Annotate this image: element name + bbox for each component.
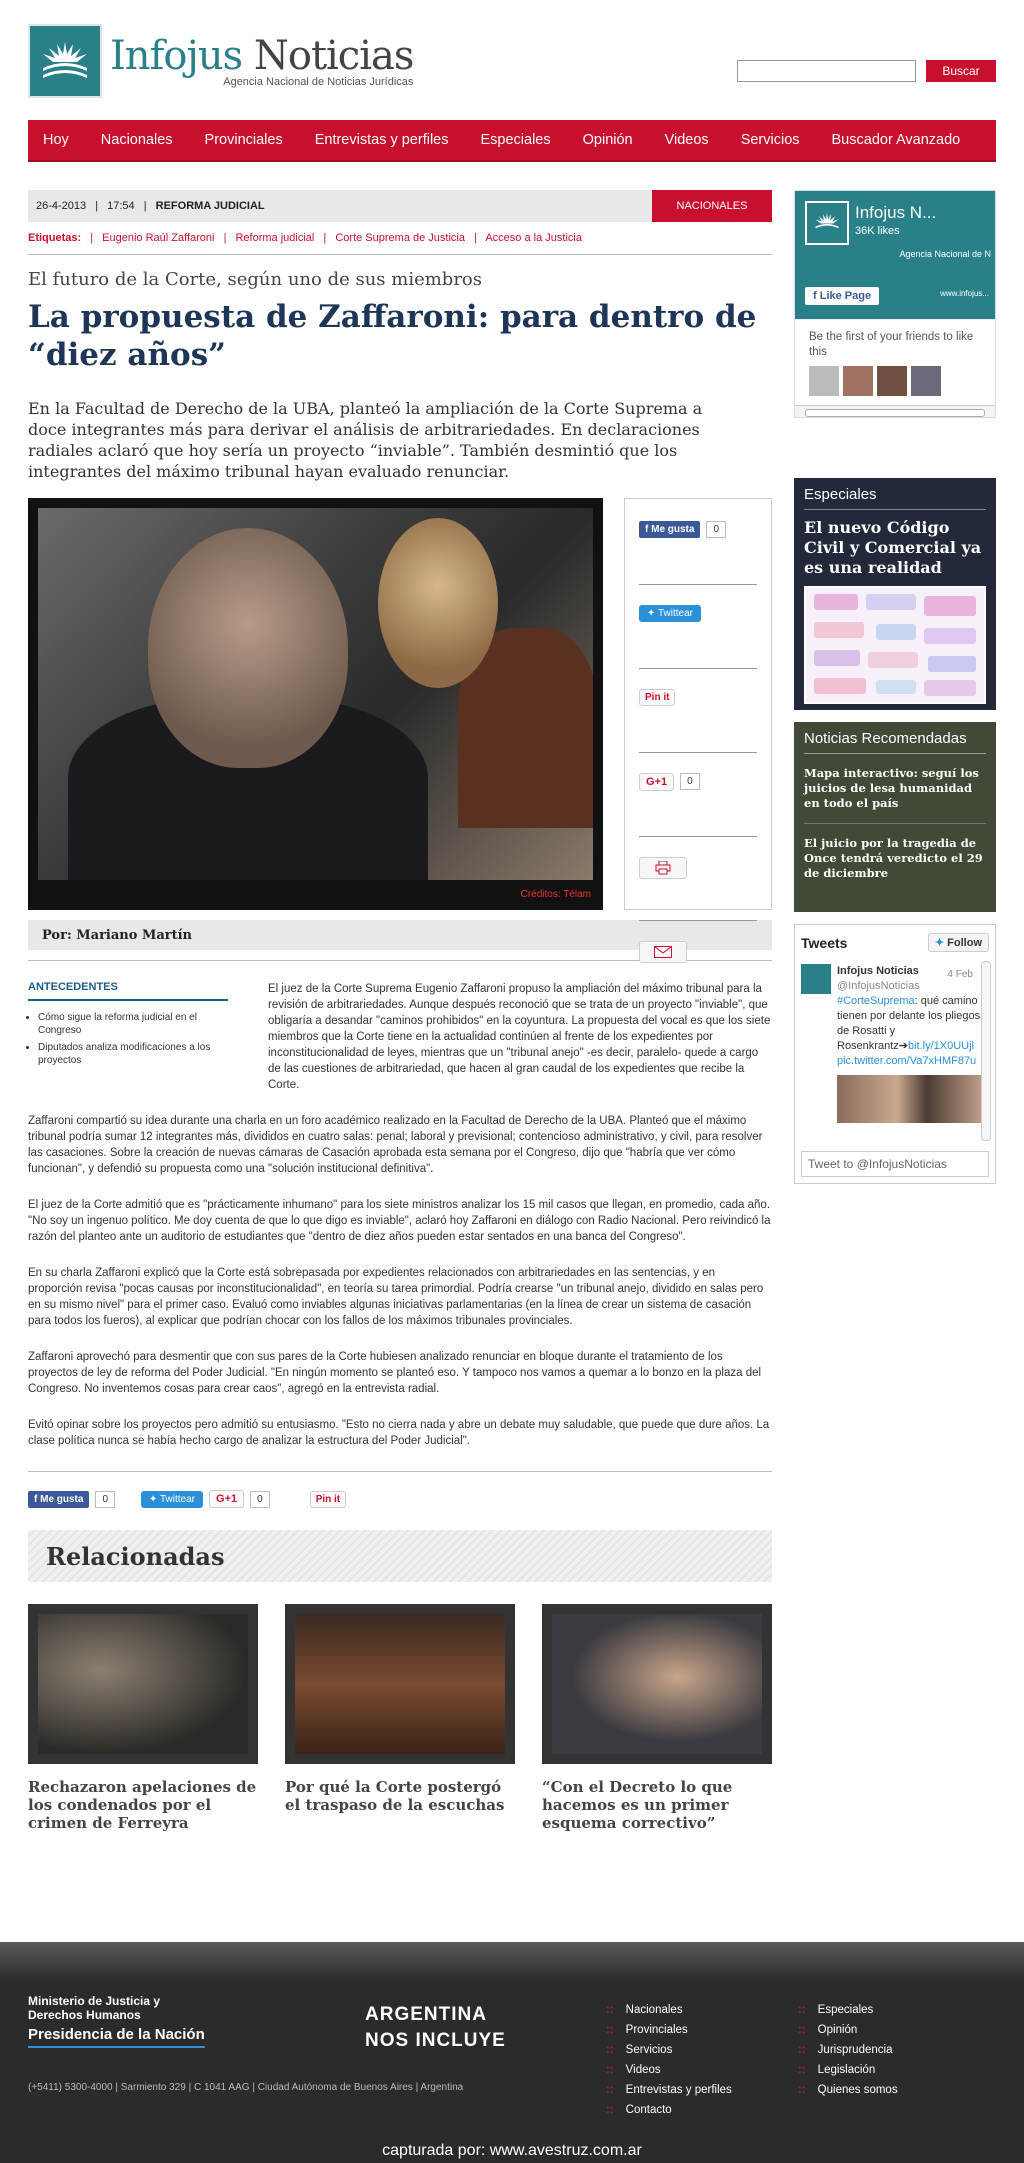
nav-item-entrevistas[interactable]: Entrevistas y perfiles <box>314 132 449 148</box>
related-item[interactable] <box>285 1604 515 1832</box>
related-image[interactable] <box>28 1604 258 1764</box>
nav-item-provinciales[interactable]: Provinciales <box>204 132 283 148</box>
tweet-label: Twittear <box>657 608 693 619</box>
main-nav <box>28 120 996 162</box>
recommended-title: Noticias Recomendadas <box>804 730 986 754</box>
twitter-bird-icon: ✦ <box>647 608 658 619</box>
site-logo[interactable] <box>28 24 413 98</box>
especiales-headline[interactable]: El nuevo Código Civil y Comercial ya es una realidad <box>804 518 982 577</box>
related-title[interactable]: Por qué la Corte postergó el traspaso de la escuchas <box>285 1778 505 1814</box>
article-lead: En la Facultad de Derecho de la UBA, planteó la ampliación de la Corte Suprema a doce integrantes más para derivar el análisis de arbitrariedades. En declaraciones radiales aclaró que hoy sería un proyecto “inviable”. También desmintió que los integrantes del máximo tribunal hayan evaluado renunciar. <box>28 399 703 481</box>
facebook-icon: f <box>34 1493 41 1505</box>
like-count: 0 <box>95 1491 115 1508</box>
google-plus-button[interactable]: G+1 <box>639 773 674 791</box>
tweets-scrollbar[interactable] <box>981 961 991 1141</box>
facebook-icon: f <box>813 290 820 302</box>
twitter-follow-button[interactable] <box>928 933 989 952</box>
photo-zaffaroni-image <box>38 508 593 880</box>
pinterest-button[interactable]: Pin it <box>639 689 675 706</box>
like-count: 0 <box>706 521 726 538</box>
logo-title-noticias: Noticias <box>253 33 414 79</box>
logo-subtitle: Agencia Nacional de Noticias Jurídicas <box>223 76 414 88</box>
especiales-box[interactable] <box>794 478 996 710</box>
fb-like-page-button[interactable] <box>805 287 879 305</box>
nav-item-especiales[interactable]: Especiales <box>480 132 551 148</box>
gplus-count: 0 <box>250 1491 270 1508</box>
site-footer <box>0 1942 1024 2163</box>
related-heading: Relacionadas <box>28 1530 772 1582</box>
twitter-bird-icon: ✦ <box>934 937 948 949</box>
tweet-hashtag[interactable]: #CorteSuprema <box>837 995 915 1007</box>
twitter-timeline-widget <box>794 924 996 1184</box>
search-input[interactable] <box>737 60 916 82</box>
tag-link[interactable]: Corte Suprema de Justicia <box>335 232 465 244</box>
article-paragraph: En su charla Zaffaroni explicó que la Corte está sobrepasada por expedientes relacionados con arbitrariedades en las sentencias, y en proporción revisa "pocas causas por inconstitucionalidad", en teoría su tarea primordial. Podría crearse "un tribunal anejo, dividido en salas pero en su mismo nivel" para el primer caso. Evaluó como inviables algunas iniciativas parlamentarias (en la línea de crear un sistema de casación para todos los fueros), al explicar que podrían chocar con los fallos de los máximos tribunales provinciales. <box>28 1267 764 1327</box>
tag-link[interactable]: Eugenio Raúl Zaffaroni <box>102 232 215 244</box>
photo-credit: Créditos: Télam <box>520 889 591 900</box>
tweet-item <box>801 964 989 1123</box>
related-item[interactable] <box>542 1604 772 1832</box>
article-byline: Por: Mariano Martín <box>28 920 772 950</box>
tweet-text: : qué camino tienen por delante los pliegos de Rosatti y Rosenkrantz➔ <box>837 995 981 1052</box>
antecedentes-box <box>28 981 228 1093</box>
facebook-like-button[interactable] <box>28 1491 89 1508</box>
related-item[interactable] <box>28 1604 258 1832</box>
capture-credit: capturada por: www.avestruz.com.ar <box>382 2142 642 2159</box>
pinterest-button[interactable]: Pin it <box>310 1491 346 1508</box>
fb-horizontal-scrollbar[interactable] <box>795 405 995 417</box>
footer-ministerio[interactable]: Ministerio de Justicia y Derechos Humanos <box>28 1994 161 2022</box>
email-icon[interactable] <box>639 941 687 963</box>
footer-link[interactable]: :: Servicios <box>606 2040 732 2060</box>
footer-argentina-logo[interactable]: ARGENTINA NOS INCLUYE <box>365 2004 506 2051</box>
logo-emblem-icon <box>28 24 102 98</box>
article-meta-bar: 26-4-2013 | 17:54 | REFORMA JUDICIAL NACIONALES <box>28 190 772 222</box>
tweet-button[interactable] <box>639 605 701 622</box>
tweet-button[interactable] <box>141 1491 203 1508</box>
tag-link[interactable]: Reforma judicial <box>235 232 315 244</box>
footer-links-col1 <box>606 2000 732 2120</box>
search-button[interactable]: Buscar <box>926 60 996 82</box>
facebook-page-widget <box>794 190 996 418</box>
especiales-image[interactable] <box>804 586 986 704</box>
footer-link[interactable]: :: Opinión <box>798 2020 898 2040</box>
footer-link[interactable]: :: Legislación <box>798 2060 898 2080</box>
logo-title-infojus: Infojus <box>110 33 243 79</box>
gplus-count: 0 <box>680 773 700 790</box>
article-paragraph: Evitó opinar sobre los proyectos pero admitió su entusiasmo. "Esto no cierra nada y abre un debate muy saludable, que puede que dure años. La clase política nunca se había hecho cargo de analizar la estructura del Poder Judicial". <box>28 1419 770 1447</box>
antecedentes-title: ANTECEDENTES <box>28 981 228 1001</box>
nav-item-servicios[interactable]: Servicios <box>740 132 800 148</box>
nav-item-buscador-avanzado[interactable]: Buscador Avanzado <box>831 132 961 148</box>
tag-link[interactable]: Acceso a la Justicia <box>485 232 582 244</box>
footer-link[interactable]: :: Entrevistas y perfiles <box>606 2080 732 2100</box>
tags-label: Etiquetas: <box>28 232 82 244</box>
tweet-pic-link[interactable]: pic.twitter.com/Va7xHMF87u <box>837 1055 977 1067</box>
like-label: Me gusta <box>651 524 695 535</box>
sidebar <box>794 190 996 1184</box>
tweet-image[interactable] <box>837 1075 987 1123</box>
fb-page-name[interactable]: Infojus N... <box>855 203 937 222</box>
fb-friends-text: Be the first of your friends to like this <box>809 331 974 358</box>
footer-links-col2 <box>798 2000 898 2100</box>
article-paragraph: El juez de la Corte admitió que es "prácticamente inhumano" para los siete ministros analizar los 15 mil casos que llegan, en promedio, cada año. "No soy un ingenuo político. Me doy cuenta de que lo que digo es inviable", aclaró hoy Zaffaroni en diálogo con Radio Nacional. Pero reivindicó la razón del planteo ante un auditorio de estudiantes que "dentro de diez años pueden estar sentados en una banca del Congreso". <box>28 1199 771 1243</box>
tweets-title: Tweets <box>801 934 848 951</box>
tweet-date[interactable]: 4 Feb <box>947 969 973 980</box>
fb-page-agency: Agencia Nacional de N <box>899 249 991 259</box>
tweet-link[interactable]: bit.ly/1X0UUjl <box>907 1040 974 1052</box>
recommended-box <box>794 722 996 912</box>
related-title[interactable]: “Con el Decreto lo que hacemos es un primer esquema correctivo” <box>542 1778 733 1832</box>
footer-link[interactable]: :: Jurisprudencia <box>798 2040 898 2060</box>
article-section[interactable]: REFORMA JUDICIAL <box>155 200 265 212</box>
article-main <box>28 190 772 1832</box>
fb-page-avatar-icon <box>805 201 849 245</box>
nav-item-hoy[interactable]: Hoy <box>43 132 69 148</box>
tweet-avatar[interactable] <box>801 964 831 994</box>
nav-item-videos[interactable]: Videos <box>664 132 709 148</box>
bottom-share-bar <box>28 1471 772 1508</box>
footer-link[interactable]: :: Provinciales <box>606 2020 732 2040</box>
related-title[interactable]: Rechazaron apelaciones de los condenados por el crimen de Ferreyra <box>28 1778 257 1832</box>
recommended-item[interactable]: Mapa interactivo: seguí los juicios de lesa humanidad en todo el país <box>804 754 986 824</box>
follow-label: Follow <box>947 937 982 949</box>
fb-like-page-label: Like Page <box>819 290 872 302</box>
social-share-panel <box>624 498 772 910</box>
tweet-author-handle[interactable]: @InfojusNoticias <box>837 980 920 992</box>
tweet-compose-box[interactable]: Tweet to @InfojusNoticias <box>801 1151 989 1177</box>
facebook-icon: f <box>645 524 652 535</box>
site-header <box>0 0 1024 120</box>
fb-page-likes: 36K likes <box>855 225 900 237</box>
footer-presidencia[interactable]: Presidencia de la Nación <box>28 2026 205 2048</box>
antecedente-link[interactable]: Diputados analiza modificaciones a los proyectos <box>38 1042 211 1066</box>
nav-item-opinion[interactable]: Opinión <box>582 132 633 148</box>
article-photo[interactable] <box>28 498 603 910</box>
like-label: Me gusta <box>40 1493 84 1505</box>
tweet-author-name[interactable]: Infojus Noticias <box>837 965 919 977</box>
article-date: 26-4-2013 <box>36 200 87 212</box>
nav-item-nacionales[interactable]: Nacionales <box>100 132 173 148</box>
article-kicker: El futuro de la Corte, según uno de sus miembros <box>28 269 483 290</box>
tweet-label: Twittear <box>160 1493 196 1505</box>
recommended-item[interactable]: El juicio por la tragedia de Once tendrá veredicto el 29 de diciembre <box>804 836 983 880</box>
article-paragraph: Zaffaroni compartió su idea durante una charla en un foro académico realizado en la Facultad de Derecho de la UBA. Planteó que el máximo tribunal podría sumar 12 integrantes más, divididos en cuatro salas: penal; laboral y previsional; contencioso administrativo, y civil, para resolver las casaciones. Sobre la creación de nuevas cámaras de Casación aprobada esta semana por el Congreso, dijo que "habría que ver cómo funcionan", y defendió su propuesta como una "solución institucional definitiva". <box>28 1115 763 1175</box>
article-category-badge[interactable]: NACIONALES <box>652 190 772 222</box>
article-paragraph: El juez de la Corte Suprema Eugenio Zaffaroni propuso la ampliación del máximo tribunal para la revisión de arbitrariedades. Aunque después reconoció que se trata de un proyecto "inviable", que obligaría a desandar "caminos prohibidos" en la coyuntura. La propuesta del vocal es que los siete miembros que la Corte tiene en la actualidad continúen al frente de los expedientes por inconstitucionalidad de leyes, mientras que un "tribunal anejo" -es decir, paralelo- quede a cargo de las cuestiones de arbitrariedad, que hacen al gran caudal de los expedientes que recibe la Corte. <box>268 983 771 1091</box>
footer-link[interactable]: :: Videos <box>606 2060 732 2080</box>
article-time: 17:54 <box>107 200 135 212</box>
related-list <box>28 1604 772 1832</box>
fb-page-url: www.infojus... <box>940 289 989 298</box>
footer-link[interactable]: :: Quienes somos <box>798 2080 898 2100</box>
article-tags: Etiquetas: | Eugenio Raúl Zaffaroni | Reforma judicial | Corte Suprema de Justicia | Acceso a la Justicia <box>28 232 772 255</box>
twitter-bird-icon: ✦ <box>149 1493 160 1505</box>
footer-address: (+5411) 5300-4000 | Sarmiento 329 | C 1041 AAG | Ciudad Autónoma de Buenos Aires | Argentina <box>28 2082 464 2093</box>
especiales-title: Especiales <box>804 486 986 510</box>
facebook-like-button[interactable] <box>639 521 700 538</box>
related-image[interactable] <box>285 1604 515 1764</box>
article-paragraph: Zaffaroni aprovechó para desmentir que con sus pares de la Corte hubiesen analizado renunciar en bloque durante el tratamiento de los proyectos de ley de reforma del Poder Judicial. "En ningún momento se planteó eso. Y tampoco nos vamos a quemar a lo bonzo en la plaza del Congreso. No inventemos cosas para crear caos", agregó en la entrevista radial. <box>28 1351 762 1395</box>
fb-friend-faces <box>809 366 981 396</box>
footer-link[interactable]: :: Contacto <box>606 2100 732 2120</box>
footer-link[interactable]: :: Nacionales <box>606 2000 732 2020</box>
search-form <box>737 60 996 82</box>
footer-link[interactable]: :: Especiales <box>798 2000 898 2020</box>
print-icon[interactable] <box>639 857 687 879</box>
article-headline: La propuesta de Zaffaroni: para dentro de “diez años” <box>28 299 757 373</box>
google-plus-button[interactable]: G+1 <box>209 1490 244 1508</box>
related-image[interactable] <box>542 1604 772 1764</box>
antecedente-link[interactable]: Cómo sigue la reforma judicial en el Congreso <box>38 1012 197 1036</box>
